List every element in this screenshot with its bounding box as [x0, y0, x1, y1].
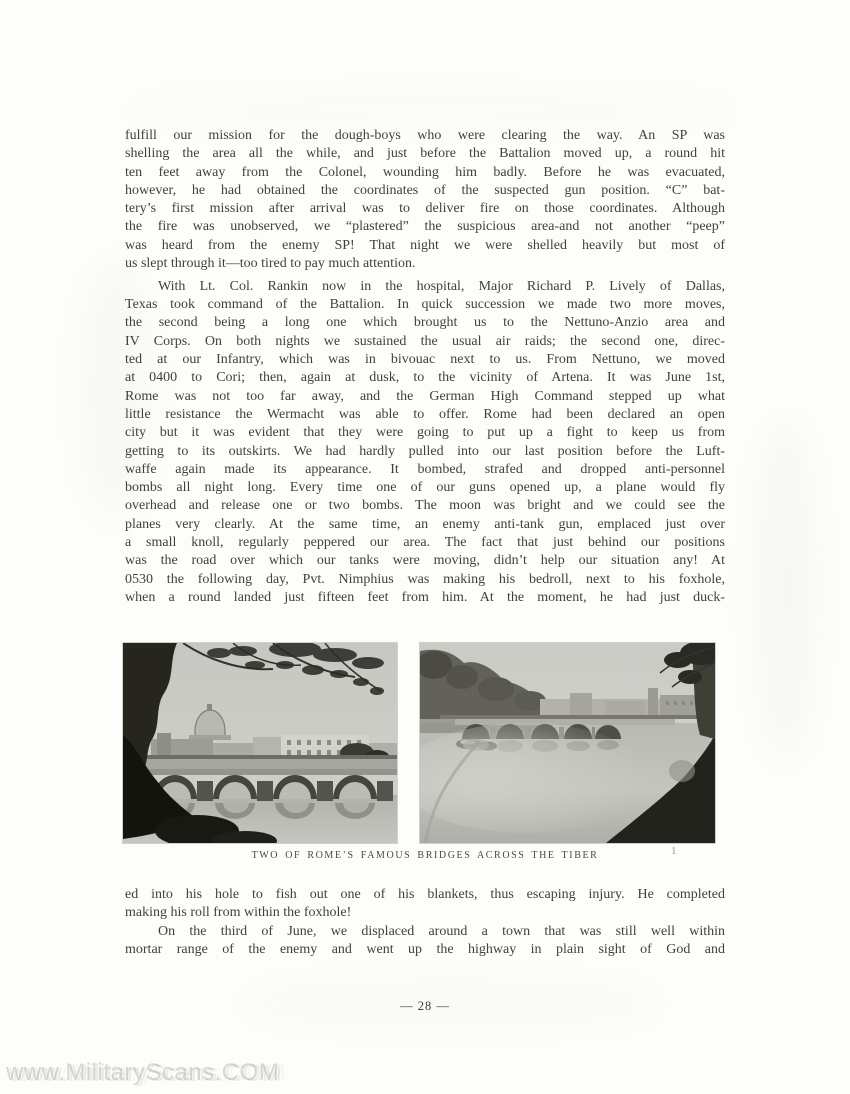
text-line: 0530 the following day, Pvt. Nimphius was making his bedroll, next to his foxhole, — [125, 571, 725, 587]
scan-smudge — [755, 420, 815, 760]
text-line: when a round landed just fifteen feet from him. At the moment, he had just duck- — [125, 589, 725, 605]
paragraph — [125, 923, 725, 960]
text-line: city but it was evident that they were going to put up a fight to keep us from — [125, 425, 725, 441]
photo-bridge-st-peters-dome — [123, 643, 397, 843]
paragraph — [125, 886, 725, 923]
paragraph — [125, 278, 725, 607]
text-line: Texas took command of the Battalion. In quick succession we made two more moves, — [125, 297, 725, 313]
text-line: at 0400 to Cori; then, again at dusk, to the vicinity of Artena. It was June 1st, — [125, 370, 725, 386]
text-line: bombs all night long. Every time one of our guns opened up, a plane would fly — [125, 480, 725, 496]
text-line: ten feet away from the Colonel, wounding him badly. Before he was evacuated, — [125, 164, 725, 180]
photo-bridge-tiber-river — [420, 643, 715, 843]
text-line: us slept through it—too tired to pay much attention. — [125, 256, 416, 272]
text-line: ed into his hole to fish out one of his blankets, thus escaping injury. He completed — [125, 887, 725, 902]
text-line: fulfill our mission for the dough-boys who were clearing the way. An SP was — [125, 128, 725, 143]
text-line: a small knoll, regularly peppered our area. The fact that just behind our positions — [125, 535, 725, 551]
text-line: overhead and release one or two bombs. The moon was bright and we could see the — [125, 498, 725, 514]
text-line: Rome was not too far away, and the German High Command stepped up what — [125, 388, 725, 404]
watermark: www.MilitaryScans.COM — [6, 1059, 280, 1086]
body-text-lower — [125, 886, 725, 959]
scan-smudge — [120, 96, 740, 126]
text-line: ted at our Infantry, which was in bivouac next to us. From Nettuno, we moved — [125, 352, 725, 368]
page-number: — 28 — — [400, 999, 450, 1013]
text-line: With Lt. Col. Rankin now in the hospital, Major Richard P. Lively of Dallas, — [158, 278, 725, 294]
figure-two-bridges — [123, 643, 715, 843]
text-line: making his roll from within the foxhole! — [125, 905, 352, 921]
text-line: was the road over which our tanks were moving, didn’t help our situation any! At — [125, 553, 725, 569]
text-line: little resistance the Wermacht was able to offer. Rome had been declared an open — [125, 406, 725, 422]
body-text-upper — [125, 127, 725, 607]
text-line: the fire was unobserved, we “plastered” the suspicious area-and not another “peep” — [125, 219, 725, 235]
text-line: the second being a long one which brought us to the Nettuno-Anzio area and — [125, 315, 725, 331]
text-line: mortar range of the enemy and went up the highway in plain sight of God and — [125, 941, 725, 957]
scan-artifact-mark: 1 — [671, 845, 677, 857]
text-line: getting to its outskirts. We had hardly pulled into our last position before the Luft- — [125, 443, 725, 459]
text-line: planes very clearly. At the same time, an enemy anti-tank gun, emplaced just over — [125, 516, 725, 532]
text-line: waffe again made its appearance. It bombed, strafed and dropped anti-personnel — [125, 461, 725, 477]
figure-caption: TWO OF ROME’S FAMOUS BRIDGES ACROSS THE TIBER — [251, 850, 599, 861]
paragraph — [125, 127, 725, 273]
text-line: was heard from the enemy SP! That night we were shelled heavily but most of — [125, 237, 725, 253]
text-line: IV Corps. On both nights we sustained the usual air raids; the second one, direc- — [125, 333, 725, 349]
text-line: On the third of June, we displaced around a town that was still well within — [158, 923, 725, 939]
text-line: however, he had obtained the coordinates of the suspected gun position. “C” bat- — [125, 182, 725, 198]
text-line: tery’s first mission after arrival was to deliver fire on those coordinates. Although — [125, 201, 725, 217]
text-line: shelling the area all the while, and just before the Battalion moved up, a round hit — [125, 146, 725, 162]
